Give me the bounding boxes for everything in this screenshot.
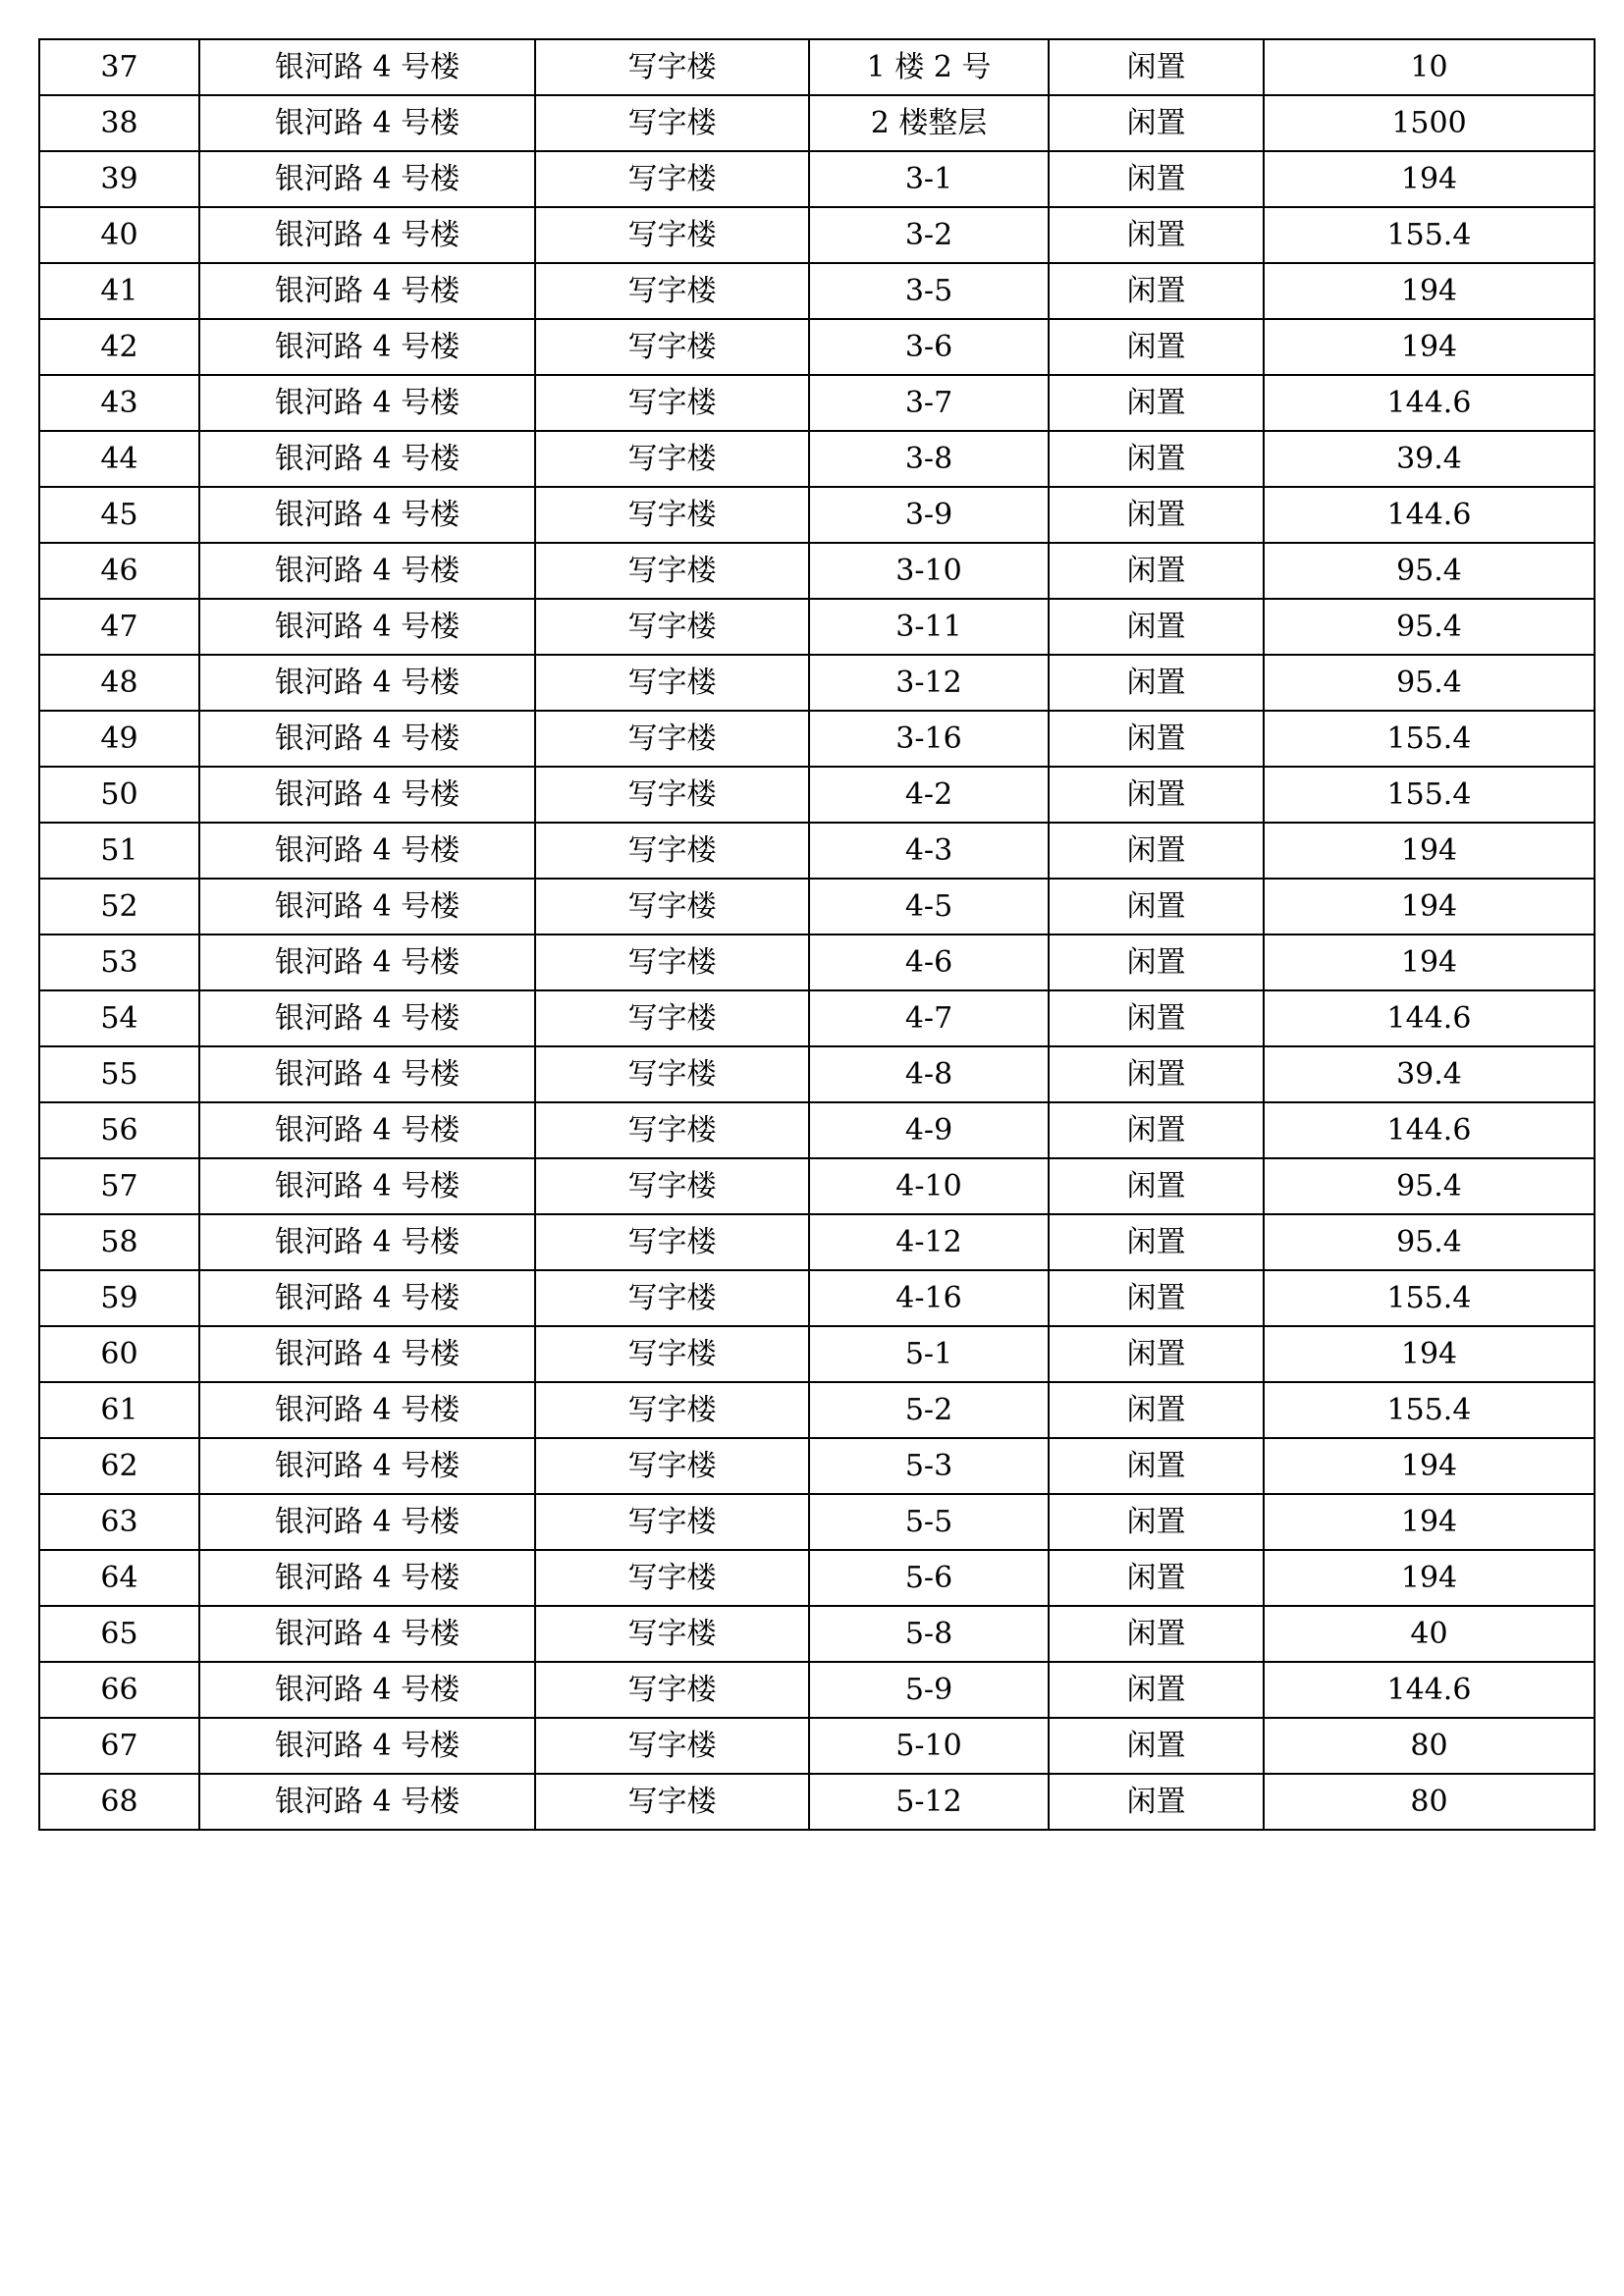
cell-room: 5-10 bbox=[809, 1718, 1049, 1774]
table-row bbox=[39, 1550, 1595, 1606]
cell-area: 80 bbox=[1264, 1718, 1595, 1774]
cell-address: 银河路 4 号楼 bbox=[199, 1214, 535, 1270]
cell-status: 闲置 bbox=[1049, 207, 1264, 263]
cell-status: 闲置 bbox=[1049, 1606, 1264, 1662]
cell-area: 95.4 bbox=[1264, 655, 1595, 711]
cell-status: 闲置 bbox=[1049, 1494, 1264, 1550]
table-row bbox=[39, 1662, 1595, 1718]
cell-status: 闲置 bbox=[1049, 711, 1264, 767]
cell-property-type: 写字楼 bbox=[535, 151, 809, 207]
cell-number: 45 bbox=[39, 487, 199, 543]
table-row bbox=[39, 487, 1595, 543]
cell-number: 48 bbox=[39, 655, 199, 711]
cell-address: 银河路 4 号楼 bbox=[199, 823, 535, 879]
cell-area: 155.4 bbox=[1264, 1270, 1595, 1326]
cell-number: 39 bbox=[39, 151, 199, 207]
cell-property-type: 写字楼 bbox=[535, 487, 809, 543]
table-row bbox=[39, 1102, 1595, 1158]
cell-property-type: 写字楼 bbox=[535, 375, 809, 431]
cell-area: 10 bbox=[1264, 39, 1595, 95]
cell-status: 闲置 bbox=[1049, 375, 1264, 431]
cell-number: 42 bbox=[39, 319, 199, 375]
cell-address: 银河路 4 号楼 bbox=[199, 1102, 535, 1158]
cell-number: 51 bbox=[39, 823, 199, 879]
cell-number: 54 bbox=[39, 990, 199, 1046]
cell-area: 95.4 bbox=[1264, 1158, 1595, 1214]
cell-status: 闲置 bbox=[1049, 1550, 1264, 1606]
cell-address: 银河路 4 号楼 bbox=[199, 599, 535, 655]
table-row bbox=[39, 767, 1595, 823]
cell-property-type: 写字楼 bbox=[535, 1326, 809, 1382]
cell-property-type: 写字楼 bbox=[535, 1718, 809, 1774]
cell-status: 闲置 bbox=[1049, 543, 1264, 599]
cell-property-type: 写字楼 bbox=[535, 1382, 809, 1438]
cell-number: 44 bbox=[39, 431, 199, 487]
cell-number: 64 bbox=[39, 1550, 199, 1606]
cell-status: 闲置 bbox=[1049, 655, 1264, 711]
cell-number: 61 bbox=[39, 1382, 199, 1438]
cell-address: 银河路 4 号楼 bbox=[199, 711, 535, 767]
cell-room: 4-12 bbox=[809, 1214, 1049, 1270]
cell-address: 银河路 4 号楼 bbox=[199, 95, 535, 151]
cell-status: 闲置 bbox=[1049, 39, 1264, 95]
cell-property-type: 写字楼 bbox=[535, 934, 809, 990]
table-row bbox=[39, 990, 1595, 1046]
cell-address: 银河路 4 号楼 bbox=[199, 879, 535, 934]
cell-address: 银河路 4 号楼 bbox=[199, 431, 535, 487]
cell-property-type: 写字楼 bbox=[535, 39, 809, 95]
cell-number: 55 bbox=[39, 1046, 199, 1102]
cell-property-type: 写字楼 bbox=[535, 1662, 809, 1718]
cell-number: 46 bbox=[39, 543, 199, 599]
cell-number: 57 bbox=[39, 1158, 199, 1214]
table-row bbox=[39, 1718, 1595, 1774]
cell-property-type: 写字楼 bbox=[535, 1550, 809, 1606]
table-row bbox=[39, 263, 1595, 319]
cell-number: 47 bbox=[39, 599, 199, 655]
cell-number: 58 bbox=[39, 1214, 199, 1270]
cell-address: 银河路 4 号楼 bbox=[199, 39, 535, 95]
cell-area: 144.6 bbox=[1264, 487, 1595, 543]
cell-address: 银河路 4 号楼 bbox=[199, 375, 535, 431]
cell-area: 80 bbox=[1264, 1774, 1595, 1830]
cell-property-type: 写字楼 bbox=[535, 1214, 809, 1270]
table-row bbox=[39, 39, 1595, 95]
cell-property-type: 写字楼 bbox=[535, 207, 809, 263]
cell-room: 4-9 bbox=[809, 1102, 1049, 1158]
cell-area: 194 bbox=[1264, 1550, 1595, 1606]
cell-number: 52 bbox=[39, 879, 199, 934]
cell-status: 闲置 bbox=[1049, 1158, 1264, 1214]
table-row bbox=[39, 1494, 1595, 1550]
cell-room: 4-5 bbox=[809, 879, 1049, 934]
cell-area: 194 bbox=[1264, 263, 1595, 319]
cell-address: 银河路 4 号楼 bbox=[199, 1774, 535, 1830]
cell-number: 40 bbox=[39, 207, 199, 263]
cell-status: 闲置 bbox=[1049, 1774, 1264, 1830]
cell-room: 4-8 bbox=[809, 1046, 1049, 1102]
cell-number: 49 bbox=[39, 711, 199, 767]
cell-address: 银河路 4 号楼 bbox=[199, 655, 535, 711]
cell-address: 银河路 4 号楼 bbox=[199, 934, 535, 990]
cell-room: 3-1 bbox=[809, 151, 1049, 207]
cell-number: 62 bbox=[39, 1438, 199, 1494]
cell-area: 144.6 bbox=[1264, 375, 1595, 431]
cell-status: 闲置 bbox=[1049, 151, 1264, 207]
cell-area: 155.4 bbox=[1264, 1382, 1595, 1438]
cell-address: 银河路 4 号楼 bbox=[199, 990, 535, 1046]
table-row bbox=[39, 375, 1595, 431]
cell-status: 闲置 bbox=[1049, 1718, 1264, 1774]
cell-room: 5-8 bbox=[809, 1606, 1049, 1662]
cell-address: 银河路 4 号楼 bbox=[199, 1158, 535, 1214]
cell-number: 63 bbox=[39, 1494, 199, 1550]
cell-room: 5-9 bbox=[809, 1662, 1049, 1718]
table-row bbox=[39, 1438, 1595, 1494]
cell-room: 3-8 bbox=[809, 431, 1049, 487]
cell-area: 95.4 bbox=[1264, 1214, 1595, 1270]
cell-status: 闲置 bbox=[1049, 990, 1264, 1046]
cell-room: 4-6 bbox=[809, 934, 1049, 990]
cell-area: 95.4 bbox=[1264, 599, 1595, 655]
table-row bbox=[39, 207, 1595, 263]
table-row bbox=[39, 1158, 1595, 1214]
cell-area: 194 bbox=[1264, 823, 1595, 879]
table-row bbox=[39, 319, 1595, 375]
table-body bbox=[39, 39, 1595, 1830]
cell-area: 194 bbox=[1264, 151, 1595, 207]
cell-room: 4-10 bbox=[809, 1158, 1049, 1214]
cell-room: 5-5 bbox=[809, 1494, 1049, 1550]
cell-property-type: 写字楼 bbox=[535, 431, 809, 487]
cell-address: 银河路 4 号楼 bbox=[199, 1606, 535, 1662]
table-row bbox=[39, 1326, 1595, 1382]
cell-address: 银河路 4 号楼 bbox=[199, 151, 535, 207]
cell-area: 144.6 bbox=[1264, 1662, 1595, 1718]
cell-room: 5-6 bbox=[809, 1550, 1049, 1606]
cell-address: 银河路 4 号楼 bbox=[199, 1718, 535, 1774]
cell-status: 闲置 bbox=[1049, 487, 1264, 543]
cell-status: 闲置 bbox=[1049, 95, 1264, 151]
cell-address: 银河路 4 号楼 bbox=[199, 543, 535, 599]
cell-property-type: 写字楼 bbox=[535, 95, 809, 151]
cell-property-type: 写字楼 bbox=[535, 1606, 809, 1662]
cell-room: 5-1 bbox=[809, 1326, 1049, 1382]
cell-room: 4-2 bbox=[809, 767, 1049, 823]
table-row bbox=[39, 823, 1595, 879]
cell-status: 闲置 bbox=[1049, 1382, 1264, 1438]
cell-status: 闲置 bbox=[1049, 1102, 1264, 1158]
table-row bbox=[39, 599, 1595, 655]
cell-address: 银河路 4 号楼 bbox=[199, 1382, 535, 1438]
table-row bbox=[39, 151, 1595, 207]
cell-status: 闲置 bbox=[1049, 431, 1264, 487]
table-row bbox=[39, 95, 1595, 151]
cell-number: 41 bbox=[39, 263, 199, 319]
table-row bbox=[39, 1382, 1595, 1438]
cell-number: 37 bbox=[39, 39, 199, 95]
table-row bbox=[39, 543, 1595, 599]
cell-address: 银河路 4 号楼 bbox=[199, 207, 535, 263]
cell-property-type: 写字楼 bbox=[535, 879, 809, 934]
cell-area: 144.6 bbox=[1264, 990, 1595, 1046]
cell-address: 银河路 4 号楼 bbox=[199, 1326, 535, 1382]
cell-area: 194 bbox=[1264, 934, 1595, 990]
cell-address: 银河路 4 号楼 bbox=[199, 1494, 535, 1550]
cell-property-type: 写字楼 bbox=[535, 767, 809, 823]
cell-area: 40 bbox=[1264, 1606, 1595, 1662]
cell-room: 3-16 bbox=[809, 711, 1049, 767]
cell-number: 50 bbox=[39, 767, 199, 823]
cell-room: 1 楼 2 号 bbox=[809, 39, 1049, 95]
cell-property-type: 写字楼 bbox=[535, 1438, 809, 1494]
table-row bbox=[39, 1046, 1595, 1102]
cell-property-type: 写字楼 bbox=[535, 1494, 809, 1550]
cell-area: 1500 bbox=[1264, 95, 1595, 151]
cell-property-type: 写字楼 bbox=[535, 655, 809, 711]
cell-property-type: 写字楼 bbox=[535, 1774, 809, 1830]
cell-address: 银河路 4 号楼 bbox=[199, 767, 535, 823]
cell-area: 144.6 bbox=[1264, 1102, 1595, 1158]
cell-property-type: 写字楼 bbox=[535, 1270, 809, 1326]
cell-number: 53 bbox=[39, 934, 199, 990]
cell-property-type: 写字楼 bbox=[535, 990, 809, 1046]
cell-area: 194 bbox=[1264, 879, 1595, 934]
cell-property-type: 写字楼 bbox=[535, 711, 809, 767]
cell-area: 155.4 bbox=[1264, 711, 1595, 767]
cell-property-type: 写字楼 bbox=[535, 1102, 809, 1158]
cell-address: 银河路 4 号楼 bbox=[199, 1550, 535, 1606]
cell-area: 194 bbox=[1264, 1438, 1595, 1494]
cell-address: 银河路 4 号楼 bbox=[199, 319, 535, 375]
cell-room: 5-12 bbox=[809, 1774, 1049, 1830]
cell-property-type: 写字楼 bbox=[535, 543, 809, 599]
cell-number: 65 bbox=[39, 1606, 199, 1662]
table-row bbox=[39, 711, 1595, 767]
cell-room: 5-3 bbox=[809, 1438, 1049, 1494]
cell-room: 3-5 bbox=[809, 263, 1049, 319]
cell-room: 3-11 bbox=[809, 599, 1049, 655]
cell-property-type: 写字楼 bbox=[535, 1158, 809, 1214]
cell-property-type: 写字楼 bbox=[535, 823, 809, 879]
cell-property-type: 写字楼 bbox=[535, 319, 809, 375]
cell-number: 56 bbox=[39, 1102, 199, 1158]
cell-status: 闲置 bbox=[1049, 1046, 1264, 1102]
cell-area: 194 bbox=[1264, 1494, 1595, 1550]
cell-address: 银河路 4 号楼 bbox=[199, 487, 535, 543]
cell-property-type: 写字楼 bbox=[535, 599, 809, 655]
cell-room: 4-16 bbox=[809, 1270, 1049, 1326]
cell-status: 闲置 bbox=[1049, 1270, 1264, 1326]
cell-room: 3-10 bbox=[809, 543, 1049, 599]
cell-room: 2 楼整层 bbox=[809, 95, 1049, 151]
cell-status: 闲置 bbox=[1049, 823, 1264, 879]
cell-room: 5-2 bbox=[809, 1382, 1049, 1438]
cell-room: 3-2 bbox=[809, 207, 1049, 263]
cell-number: 38 bbox=[39, 95, 199, 151]
cell-status: 闲置 bbox=[1049, 263, 1264, 319]
cell-area: 194 bbox=[1264, 319, 1595, 375]
table-row bbox=[39, 1270, 1595, 1326]
cell-area: 155.4 bbox=[1264, 207, 1595, 263]
cell-room: 4-3 bbox=[809, 823, 1049, 879]
cell-address: 银河路 4 号楼 bbox=[199, 1046, 535, 1102]
cell-status: 闲置 bbox=[1049, 879, 1264, 934]
table-row bbox=[39, 1214, 1595, 1270]
table-row bbox=[39, 655, 1595, 711]
table-row bbox=[39, 431, 1595, 487]
cell-number: 43 bbox=[39, 375, 199, 431]
table-row bbox=[39, 1606, 1595, 1662]
cell-address: 银河路 4 号楼 bbox=[199, 1270, 535, 1326]
cell-area: 95.4 bbox=[1264, 543, 1595, 599]
cell-area: 39.4 bbox=[1264, 1046, 1595, 1102]
table-row bbox=[39, 934, 1595, 990]
cell-room: 3-9 bbox=[809, 487, 1049, 543]
cell-status: 闲置 bbox=[1049, 1662, 1264, 1718]
cell-address: 银河路 4 号楼 bbox=[199, 263, 535, 319]
cell-area: 155.4 bbox=[1264, 767, 1595, 823]
cell-room: 3-6 bbox=[809, 319, 1049, 375]
cell-number: 60 bbox=[39, 1326, 199, 1382]
property-table bbox=[38, 38, 1596, 1831]
cell-room: 3-7 bbox=[809, 375, 1049, 431]
cell-room: 4-7 bbox=[809, 990, 1049, 1046]
table-row bbox=[39, 879, 1595, 934]
cell-number: 68 bbox=[39, 1774, 199, 1830]
cell-status: 闲置 bbox=[1049, 1438, 1264, 1494]
cell-number: 66 bbox=[39, 1662, 199, 1718]
cell-property-type: 写字楼 bbox=[535, 1046, 809, 1102]
cell-address: 银河路 4 号楼 bbox=[199, 1662, 535, 1718]
table-row bbox=[39, 1774, 1595, 1830]
cell-status: 闲置 bbox=[1049, 767, 1264, 823]
cell-number: 67 bbox=[39, 1718, 199, 1774]
cell-status: 闲置 bbox=[1049, 1214, 1264, 1270]
cell-area: 39.4 bbox=[1264, 431, 1595, 487]
cell-address: 银河路 4 号楼 bbox=[199, 1438, 535, 1494]
cell-area: 194 bbox=[1264, 1326, 1595, 1382]
cell-status: 闲置 bbox=[1049, 599, 1264, 655]
cell-status: 闲置 bbox=[1049, 319, 1264, 375]
cell-status: 闲置 bbox=[1049, 934, 1264, 990]
cell-status: 闲置 bbox=[1049, 1326, 1264, 1382]
cell-room: 3-12 bbox=[809, 655, 1049, 711]
cell-number: 59 bbox=[39, 1270, 199, 1326]
cell-property-type: 写字楼 bbox=[535, 263, 809, 319]
